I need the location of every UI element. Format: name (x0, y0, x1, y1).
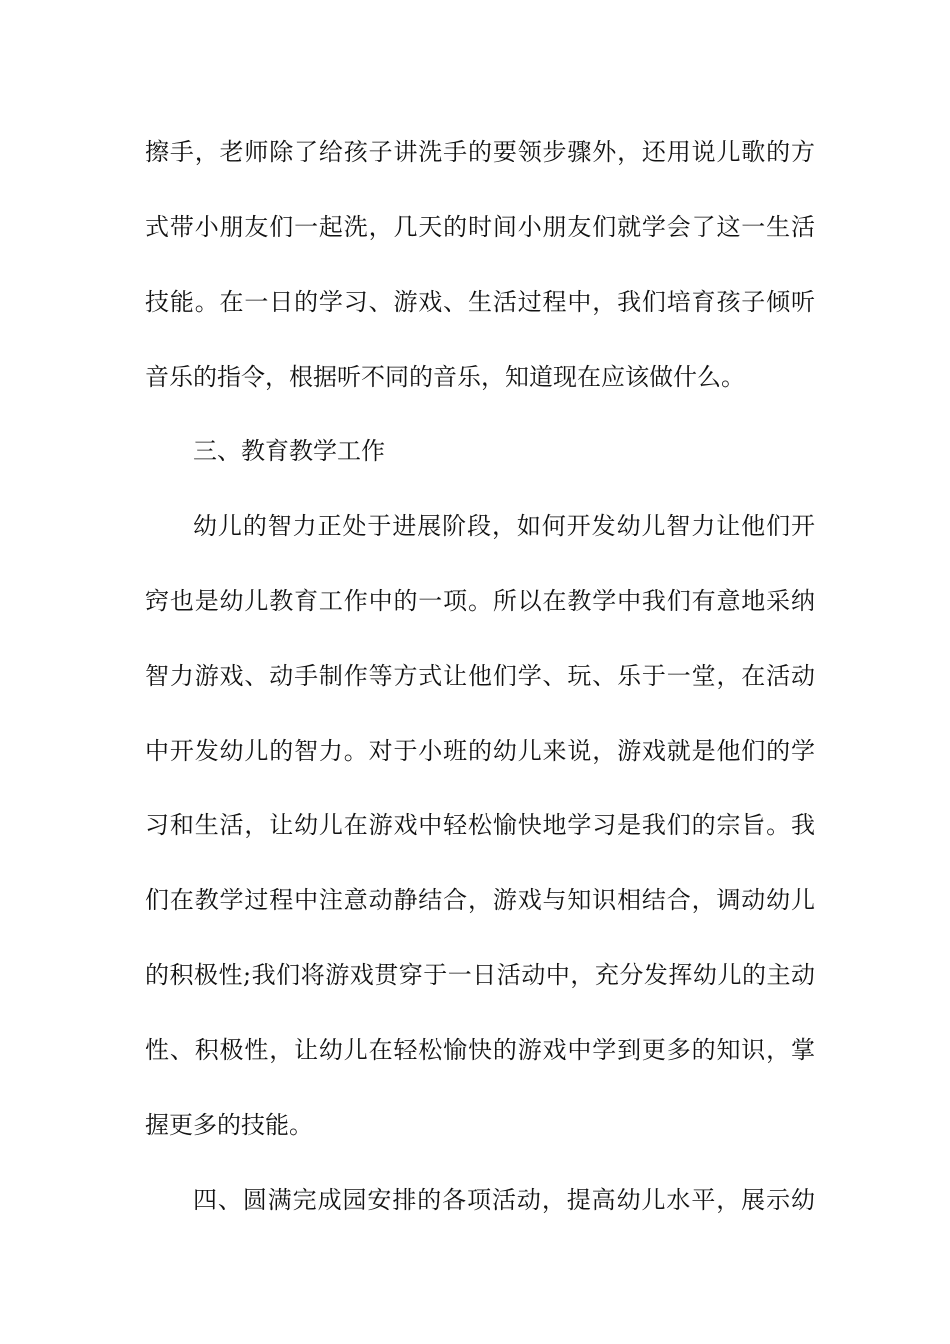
text-line: 习和生活，让幼儿在游戏中轻松愉快地学习是我们的宗旨。我 (145, 811, 815, 839)
text-line: 窍也是幼儿教育工作中的一项。所以在教学中我们有意地采纳 (145, 587, 815, 615)
text-line: 握更多的技能。 (145, 1111, 313, 1139)
text-line: 中开发幼儿的智力。对于小班的幼儿来说，游戏就是他们的学 (145, 737, 815, 765)
text-line: 音乐的指令，根据听不同的音乐，知道现在应该做什么。 (145, 363, 745, 391)
text-line: 们在教学过程中注意动静结合，游戏与知识相结合，调动幼儿 (145, 886, 815, 914)
text-line: 性、积极性，让幼儿在轻松愉快的游戏中学到更多的知识，掌 (145, 1036, 815, 1064)
text-line: 擦手，老师除了给孩子讲洗手的要领步骤外，还用说儿歌的方 (145, 138, 815, 166)
section-heading: 三、教育教学工作 (193, 437, 385, 465)
text-line: 的积极性;我们将游戏贯穿于一日活动中，充分发挥幼儿的主动 (145, 961, 815, 989)
section-heading: 四、圆满完成园安排的各项活动，提高幼儿水平，展示幼 (193, 1186, 815, 1214)
text-line: 智力游戏、动手制作等方式让他们学、玩、乐于一堂，在活动 (145, 662, 815, 690)
text-line: 技能。在一日的学习、游戏、生活过程中，我们培育孩子倾听 (145, 288, 815, 316)
text-line: 式带小朋友们一起洗，几天的时间小朋友们就学会了这一生活 (145, 213, 815, 241)
text-line: 幼儿的智力正处于进展阶段，如何开发幼儿智力让他们开 (193, 512, 815, 540)
